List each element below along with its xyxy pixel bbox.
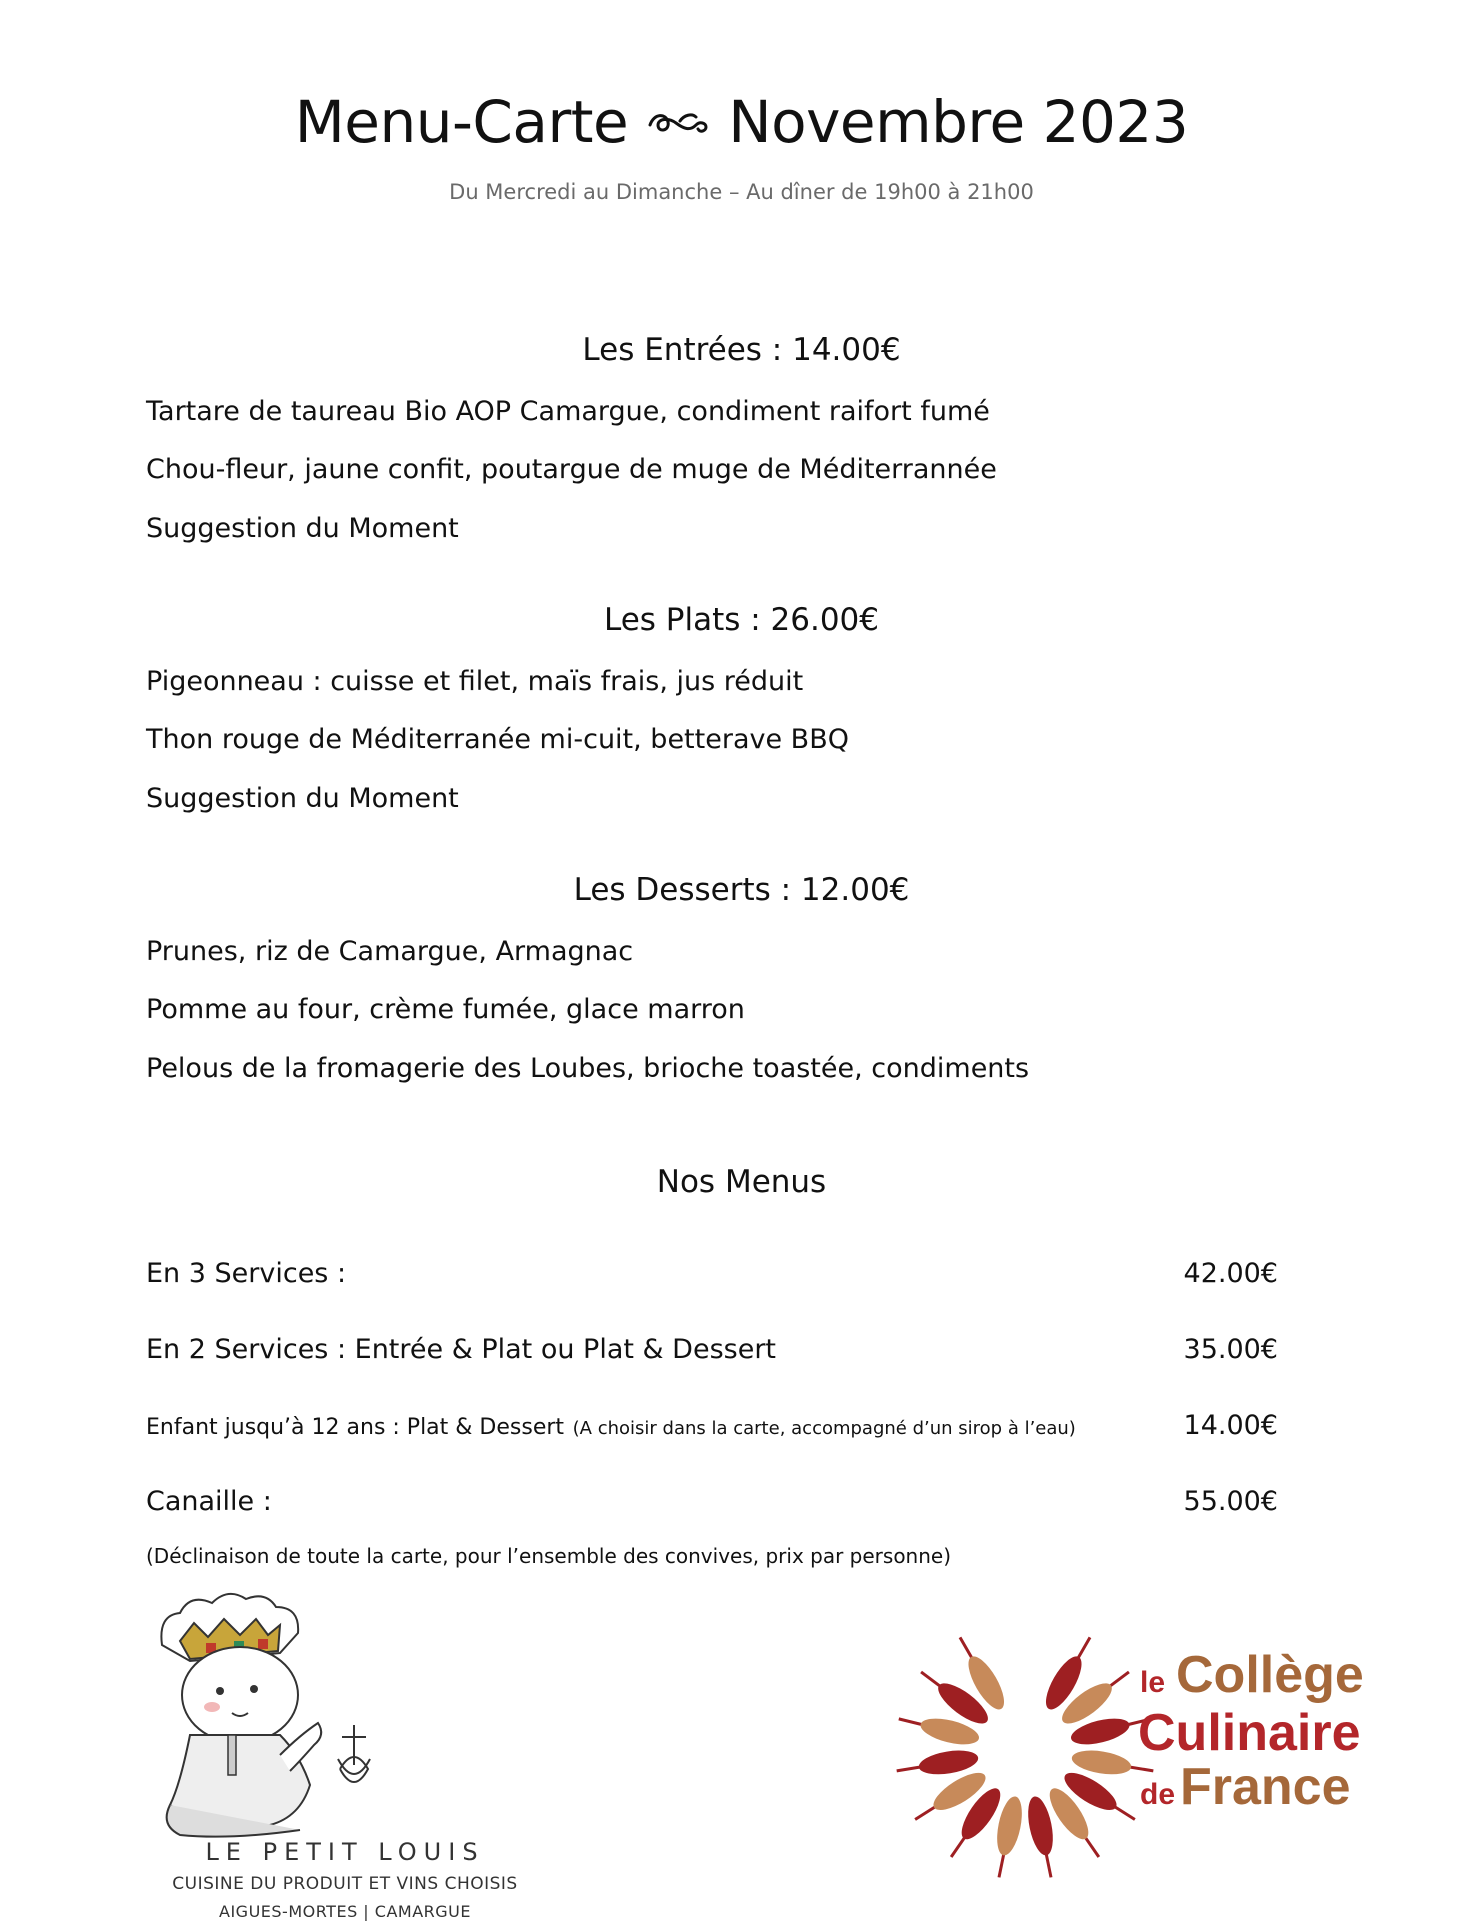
menu-item: Pomme au four, crème fumée, glace marron [146,994,745,1025]
menu-item: Pelous de la fromagerie des Loubes, brioche toastée, condiments [146,1053,1030,1084]
ring-segment [917,1747,980,1778]
college-text-culinaire: Culinaire [1138,1704,1361,1762]
menu-item: Prunes, riz de Camargue, Armagnac [146,936,634,967]
menu-row-price: 14.00€ [1183,1410,1278,1441]
section-heading-desserts: Les Desserts : 12.00€ [573,872,910,908]
section-heading-menus: Nos Menus [656,1164,827,1200]
menu-row [146,1258,1278,1289]
menu-item: Thon rouge de Méditerranée mi-cuit, betterave BBQ [146,724,849,755]
brand-name: LE PETIT LOUIS [205,1838,485,1866]
college-text-france: France [1180,1758,1351,1816]
page-title [0,88,1483,156]
menu-row [146,1334,1278,1365]
section-heading-plats: Les Plats : 26.00€ [603,602,880,638]
menu-row-price: 55.00€ [1183,1486,1278,1517]
menu-item: Suggestion du Moment [146,783,459,814]
ring-segment [1070,1747,1133,1778]
brand-tagline: CUISINE DU PRODUIT ET VINS CHOISIS [172,1874,518,1894]
menu-row-label: Canaille : [146,1486,272,1517]
menu-row [146,1486,1278,1517]
college-text-de: de [1140,1778,1176,1811]
menu-row-label: En 3 Services : [146,1258,347,1289]
college-culinaire-ring-icon [880,1590,1440,1910]
swirl-ornament-icon [646,107,710,137]
menu-row-price: 35.00€ [1183,1334,1278,1365]
menu-item: Tartare de taureau Bio AOP Camargue, condiment raifort fumé [146,396,990,427]
brand-location: AIGUES-MORTES | CAMARGUE [219,1902,471,1921]
college-text-le: le [1140,1666,1166,1699]
section-heading-entrees: Les Entrées : 14.00€ [582,332,901,368]
college-text-college: Collège [1176,1646,1364,1704]
title-right: Novembre 2023 [728,88,1189,156]
menus-note: (Déclinaison de toute la carte, pour l’ensemble des convives, prix par personne) [146,1544,952,1568]
menu-row-label: Enfant jusqu’à 12 ans : Plat & Dessert [146,1415,565,1440]
menu-row-price: 42.00€ [1183,1258,1278,1289]
menu-item: Pigeonneau : cuisse et filet, maïs frais, jus réduit [146,666,804,697]
menu-row [146,1410,1278,1441]
menu-item: Suggestion du Moment [146,513,459,544]
menu-item: Chou-fleur, jaune confit, poutargue de muge de Méditerrannée [146,454,997,485]
menu-row-label: En 2 Services : Entrée & Plat ou Plat & Dessert [146,1334,777,1365]
menu-row-detail: (A choisir dans la carte, accompagné d’un sirop à l’eau) [572,1418,1076,1439]
title-left: Menu-Carte [294,88,629,156]
subtitle: Du Mercredi au Dimanche – Au dîner de 19h00 à 21h00 [449,180,1034,204]
